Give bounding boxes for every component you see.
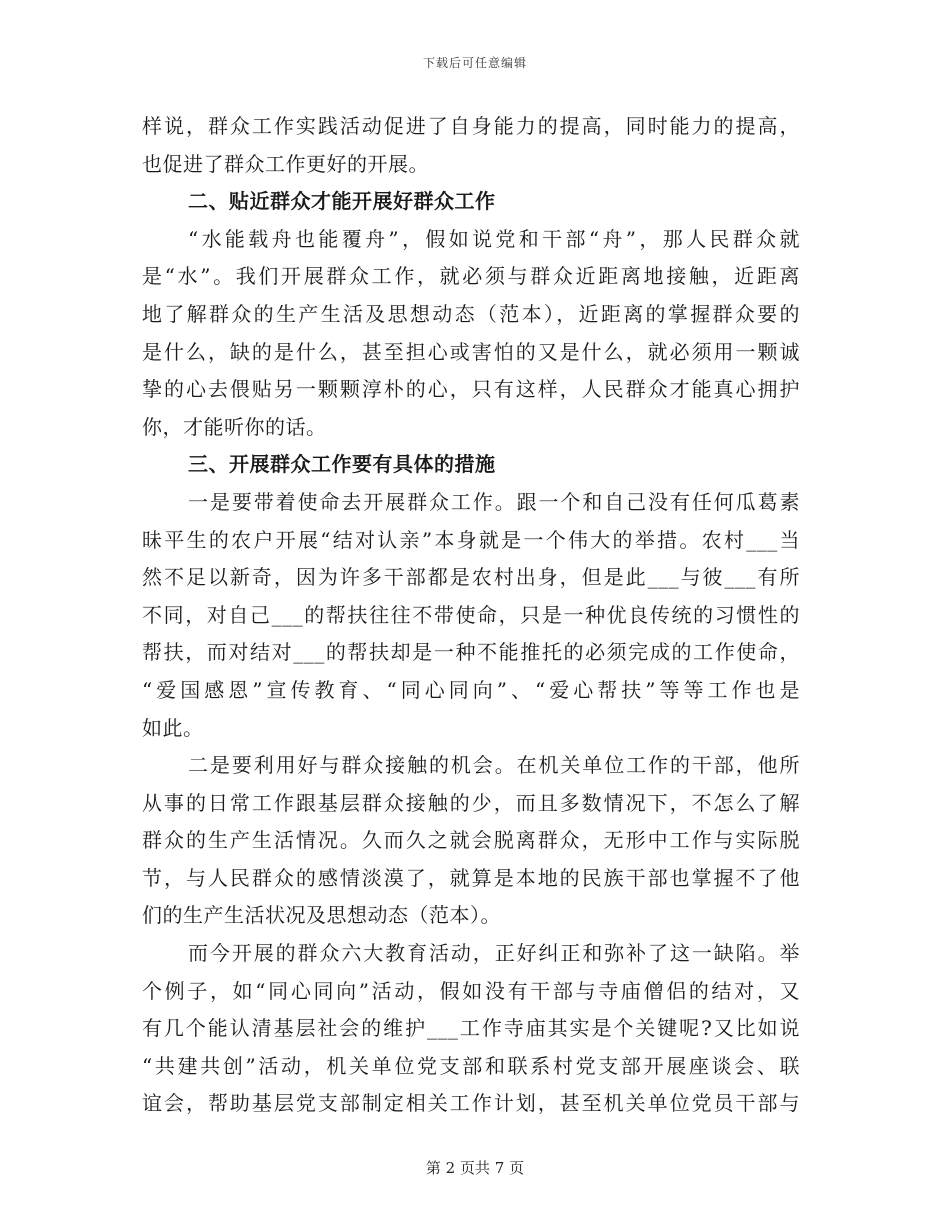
body-line-14: 不同，对自己___的帮扶往往不带使命，只是一种优良传统的习惯性的 (142, 602, 800, 627)
body-line-9: 你，才能听你的话。 (142, 414, 327, 439)
body-line-17: 如此。 (142, 715, 204, 740)
body-line-20: 群众的生产生活情况。久而久之就会脱离群众，无形中工作与实际脱 (142, 828, 800, 853)
body-line-2: 也促进了群众工作更好的开展。 (142, 151, 429, 176)
body-line-23: 而今开展的群众六大教育活动，正好纠正和弥补了这一缺陷。举 (188, 941, 800, 966)
body-line-24: 个例子，如“同心同向”活动，假如没有干部与寺庙僧侣的结对，又 (142, 978, 800, 1003)
body-line-6: 地了解群众的生产生活及思想动态（范本），近距离的掌握群众要的 (142, 301, 800, 326)
body-line-22: 们的生产生活状况及思想动态（范本）。 (142, 903, 501, 928)
body-line-4: “水能载舟也能覆舟”，假如说党和干部“舟”，那人民群众就 (188, 226, 800, 251)
body-line-1: 样说，群众工作实践活动促进了自身能力的提高，同时能力的提高， (142, 114, 800, 138)
body-line-18: 二是要利用好与群众接触的机会。在机关单位工作的干部，他所 (188, 753, 800, 778)
body-line-13: 然不足以新奇，因为许多干部都是农村出身，但是此___与彼___有所 (142, 565, 800, 590)
body-line-15: 帮扶，而对结对___的帮扶却是一种不能推托的必须完成的工作使命， (142, 640, 800, 665)
body-line-21: 节，与人民群众的感情淡漠了，就算是本地的民族干部也掌握不了他 (142, 865, 800, 890)
body-line-5: 是“水”。我们开展群众工作，就必须与群众近距离地接触，近距离 (142, 264, 800, 289)
body-line-19: 从事的日常工作跟基层群众接触的少，而且多数情况下，不怎么了解 (142, 790, 800, 815)
section-heading-2: 二、贴近群众才能开展好群众工作 (188, 189, 496, 214)
body-line-16: “爱国感恩”宣传教育、“同心同向”、“爱心帮扶”等等工作也是 (142, 677, 800, 702)
document-body (142, 108, 800, 1123)
section-heading-3: 三、开展群众工作要有具体的措施 (188, 452, 496, 477)
body-line-11: 一是要带着使命去开展群众工作。跟一个和自己没有任何瓜葛素 (188, 489, 800, 514)
page-footer: 第 2 页共 7 页 (425, 1159, 525, 1177)
body-line-7: 是什么，缺的是什么，甚至担心或害怕的又是什么，就必须用一颗诚 (142, 339, 800, 364)
body-line-12: 昧平生的农户开展“结对认亲”本身就是一个伟大的举措。农村___当 (142, 527, 800, 552)
body-line-27: 谊会，帮助基层党支部制定相关工作计划，甚至机关单位党员干部与 (142, 1091, 800, 1116)
body-line-26: “共建共创”活动，机关单位党支部和联系村党支部开展座谈会、联 (142, 1053, 800, 1078)
body-line-25: 有几个能认清基层社会的维护___工作寺庙其实是个关键呢?又比如说 (142, 1016, 800, 1041)
body-line-8: 挚的心去偎贴另一颗颗淳朴的心，只有这样，人民群众才能真心拥护 (142, 377, 800, 402)
page-header: 下载后可任意编辑 (422, 56, 527, 70)
